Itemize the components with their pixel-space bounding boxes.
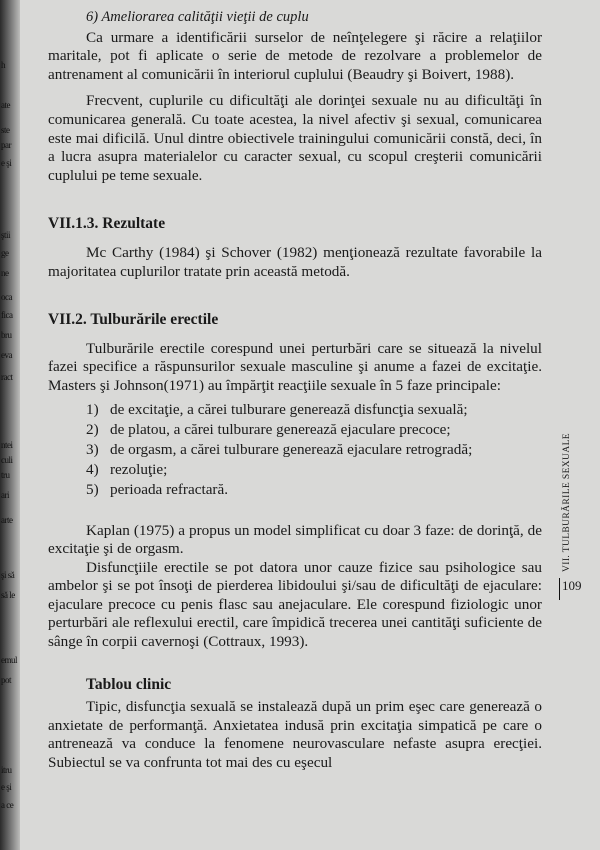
section-6-paragraph-2: Frecvent, cuplurile cu dificultăţi ale dorinţei sexuale nu au dificultăţi în comunicarea generală. Cu toate acestea, la nivel afectiv şi sexual, comunicarea este mai dificilă. Unul dintre obiectivele trainingului comunicării constă, deci, în a lucra asupra materialelor cu caracter sexual, cu scopul creşterii comunicării cuplului pe teme sexuale. [48, 92, 542, 184]
list-item: 1) de excitaţie, a cărei tulburare generează disfuncţia sexuală; [86, 400, 468, 418]
gutter-fragment: ari [1, 490, 9, 500]
gutter-fragment: ste [1, 125, 10, 135]
gutter-fragment: par [1, 140, 11, 150]
page-body [48, 8, 542, 773]
list-item: 5) perioada refractară. [86, 480, 229, 498]
gutter-fragment: ate [1, 100, 10, 110]
gutter-fragment: bru [1, 330, 12, 340]
gutter-fragment: e şi [1, 782, 12, 792]
gutter-fragment: pot [1, 675, 12, 685]
rezultate-heading: VII.1.3. Rezultate [48, 215, 166, 233]
page-number-rule [559, 578, 560, 600]
section-6-heading: 6) Ameliorarea calităţii vieţii de cuplu [86, 9, 309, 25]
rezultate-paragraph: Mc Carthy (1984) şi Schover (1982) menţionează rezultate favorabile la majoritatea cuplurilor tratate prin această metodă. [48, 243, 542, 280]
tulburari-heading: VII.2. Tulburările erectile [48, 311, 219, 329]
gutter-fragment: ge [1, 248, 9, 258]
gutter-fragment: şi să [1, 570, 15, 580]
page-number: 109 [562, 578, 582, 593]
tablou-clinic-paragraph: Tipic, disfuncţia sexuală se instalează după un prim eşec care generează o anxietate de performanţă. Anxietatea indusă prin excitaţia simpatică pe care o antrenează va conduce la fenomene neurovasculare nefaste asupra erecţiei. Subiectul se va confrunta tot mai des cu eşecul [48, 698, 542, 772]
phases-list [48, 400, 542, 500]
disfunctii-paragraph: Disfuncţiile erectile se pot datora unor cauze fizice sau psihologice sau ambelor şi se pot însoţi de pierderea libidoului şi/sau de dificultăţi de ejaculare: ejaculare precoce cu penis flasc sau anejaculare. Ele corespund fiziologic unor perturbări ale reflexului erectil, care împidică trecerea unei cantităţi suficiente de sânge în corpii cavernoşi (Cottraux, 1993). [48, 558, 542, 651]
chapter-title: VII. TULBURĂRILE SEXUALE [562, 433, 572, 572]
gutter-fragment: a ce [1, 800, 14, 810]
gutter-fragment: ract [1, 372, 13, 382]
gutter-fragment: culi [1, 455, 13, 465]
list-item: 4) rezoluţie; [86, 460, 168, 478]
gutter-fragment: ştii [1, 230, 11, 240]
tablou-clinic-heading: Tablou clinic [86, 675, 172, 693]
gutter-fragment: oca [1, 292, 12, 302]
gutter-fragment: e şi [1, 158, 12, 168]
gutter-fragment: emul [1, 655, 17, 665]
gutter-fragment: eva [1, 350, 12, 360]
gutter-fragment: ne [1, 268, 9, 278]
gutter-fragment: h [1, 60, 5, 70]
gutter-fragment: arte [1, 515, 13, 525]
page-margin-sidebar [554, 420, 590, 620]
tulburari-intro: Tulburările erectile corespund unei perturbări care se situează la nivelul fazei specifice a răspunsurilor sexuale masculine şi anume a fazei de excitaţie. Masters şi Johnson(1971) au împărţit reacţiile sexuale în 5 faze principale: [48, 339, 542, 394]
gutter-fragment: fica [1, 310, 13, 320]
gutter-fragment: itru [1, 765, 12, 775]
gutter-fragment: tru [1, 470, 10, 480]
gutter-fragment: să le [1, 590, 15, 600]
gutter-fragment: ntei [1, 440, 13, 450]
list-item: 2) de platou, a cărei tulburare generează ejaculare precoce; [86, 420, 451, 438]
section-6-paragraph-1: Ca urmare a identificării surselor de neînţelegere şi răcire a relaţiilor maritale, pot fi aplicate o serie de metode de rezolvare a problemelor de antrenament al comunicării în interiorul cuplului (Beaudry şi Boivert, 1988). [48, 28, 542, 83]
list-item: 3) de orgasm, a cărei tulburare generează ejaculare retrogradă; [86, 440, 473, 458]
kaplan-paragraph: Kaplan (1975) a propus un model simplificat cu doar 3 faze: de dorinţă, de excitaţie şi de orgasm. [48, 521, 542, 558]
